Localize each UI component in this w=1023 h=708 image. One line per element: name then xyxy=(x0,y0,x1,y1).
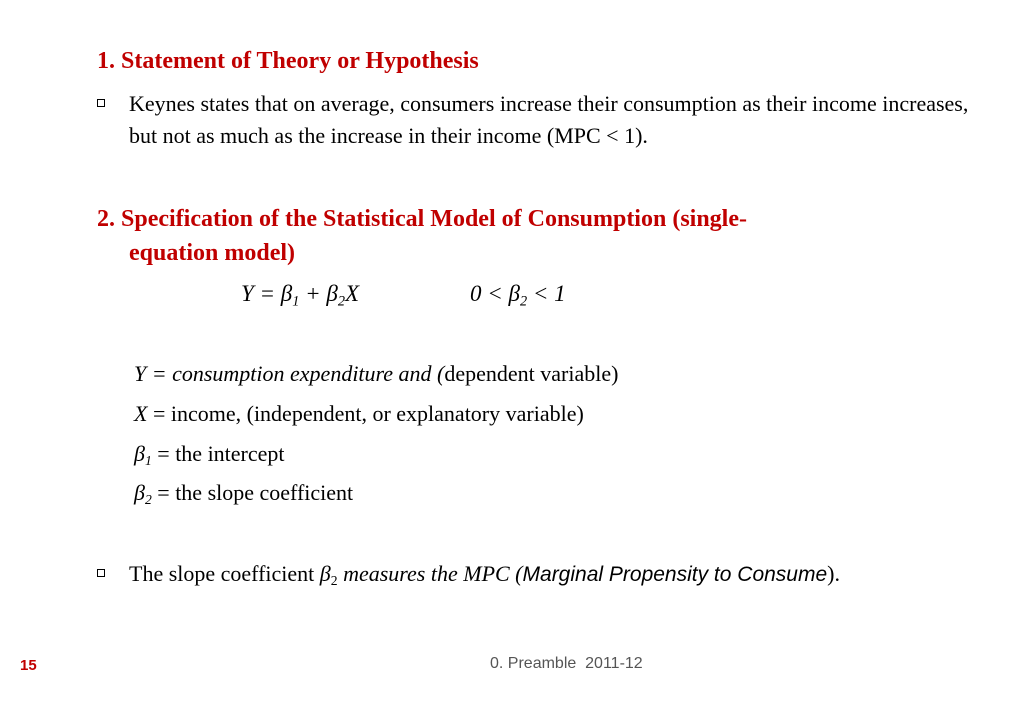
slope-bullet-text xyxy=(129,558,977,591)
equation-plus-part: + β xyxy=(299,281,338,306)
section1-heading: 1. Statement of Theory or Hypothesis xyxy=(97,48,479,74)
slope-text-start: The slope coefficient xyxy=(129,561,320,586)
equation-sub1: 1 xyxy=(292,293,300,310)
slope-text-middle: measures the MPC ( xyxy=(337,561,523,586)
equation-x-part: X xyxy=(345,281,360,306)
slope-beta-symbol: β xyxy=(319,561,331,586)
slope-mpc-phrase: Marginal Propensity to Consume xyxy=(522,563,828,586)
slope-text-end: ). xyxy=(827,561,840,586)
beta1-sub: 1 xyxy=(144,453,152,469)
keynes-bullet xyxy=(97,88,977,152)
section2-heading xyxy=(97,202,957,270)
slope-bullet xyxy=(97,558,977,591)
equation-y-part: Y = β xyxy=(241,281,293,306)
section2-heading-line1: 2. Specification of the Statistical Model of Consumption (single- xyxy=(97,206,747,232)
equation-sub2: 2 xyxy=(337,293,346,310)
beta2-symbol: β xyxy=(134,480,145,505)
beta1-symbol: β xyxy=(134,441,145,466)
square-bullet-icon xyxy=(97,569,105,577)
constraint-end: < 1 xyxy=(527,281,566,306)
footer-text: 0. Preamble 2011-12 xyxy=(490,655,643,672)
beta2-sub: 2 xyxy=(144,492,152,508)
slide-number: 15 xyxy=(20,657,37,674)
slope-beta-sub: 2 xyxy=(330,573,338,589)
definition-beta1 xyxy=(134,438,285,470)
definition-beta2 xyxy=(134,477,353,509)
square-bullet-icon xyxy=(97,99,105,107)
definition-x xyxy=(134,398,584,430)
definition-y-label: Y = consumption expenditure and ( xyxy=(134,361,445,386)
definition-x-label: X xyxy=(134,401,148,426)
definition-y xyxy=(134,358,618,390)
regression-equation xyxy=(241,278,359,310)
constraint-sub: 2 xyxy=(519,293,528,310)
definition-y-rest: dependent variable) xyxy=(444,361,619,386)
keynes-bullet-text: Keynes states that on average, consumers increase their consumption as their income increases, but not as much as the increase in their income (MPC < 1). xyxy=(129,91,969,148)
section2-heading-line2: equation model) xyxy=(129,240,296,266)
definition-beta2-rest: = the slope coefficient xyxy=(151,480,354,505)
constraint-start: 0 < β xyxy=(470,281,520,306)
definition-x-rest: = income, (independent, or explanatory variable) xyxy=(147,401,584,426)
definition-beta1-rest: = the intercept xyxy=(151,441,285,466)
equation-constraint xyxy=(470,278,566,310)
